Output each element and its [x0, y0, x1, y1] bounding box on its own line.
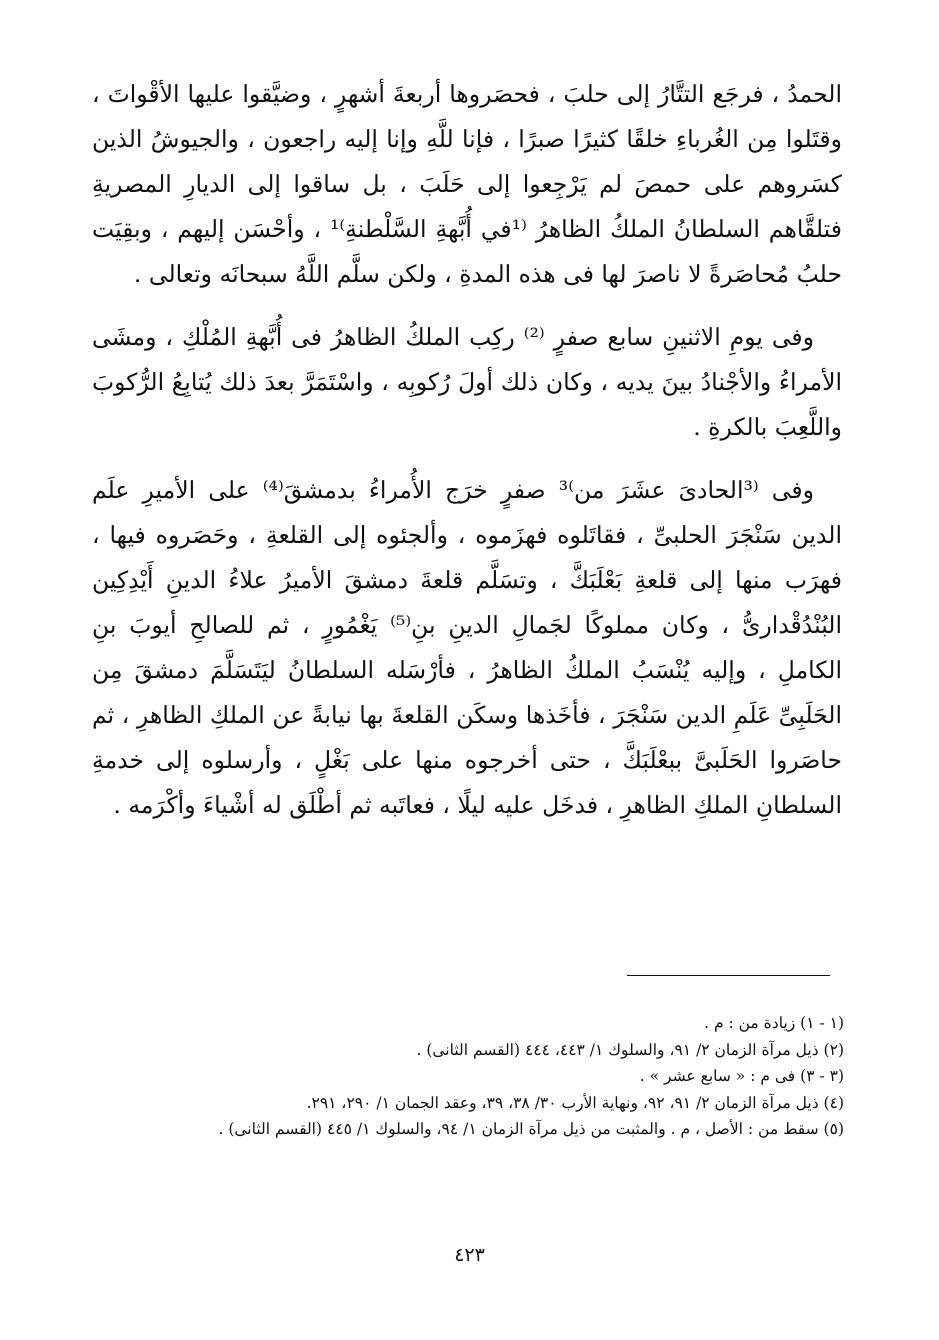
main-text: [92, 72, 842, 846]
paragraph-1: الحمدُ ، فرجَع التتَّارُ إلى حلبَ ، فحصَروها أربعةَ أشهرٍ ، وضيَّقوا عليها الأقْواتَ ، وقتَلوا مِن الغُرباءِ خلقًا كثيرًا صبرًا ، فإنا للَّهِ وإنا إليه راجعون ، والجيوشُ الذين كسَروهم على حمصَ لم يَرْجِعوا إلى حَلَبَ ، بل ساقوا إلى الديارِ المصريةِ فتلقَّاهم السلطانُ الملكُ الظاهرُ ⁽¹في أُبَّهةِ السَّلْطنةِ⁾¹ ، وأحْسَن إليهم ، وبقِيَت حلبُ مُحاصَرةً لا ناصرَ لها فى هذه المدةِ ، ولكن سلَّم اللَّهُ سبحانَه وتعالى .: [92, 80, 842, 288]
footnote-5: (٥) سقط من : الأصل ، م . والمثبت من ذيل مرآة الزمان ١/ ٩٤، والسلوك ١/ ٤٤٥ (القسم الثانى) .: [218, 1120, 844, 1138]
paragraph-3: وفى ⁽³الحادىَ عشَرَ من⁾³ صفرٍ خرَج الأُمراءُ بدمشقَ⁽⁴⁾ على الأميرِ علَم الدين سَنْجَرَ الحلبىِّ ، فقاتَلوه فهزَموه ، وألجئوه إلى القلعةِ ، وحَصَروه فيها ، فهرَب منها إلى قلعةِ بَعْلَبَكَّ ، وتسَلَّم قلعةَ دمشقَ الأميرُ علاءُ الدينِ أَيْدِكِين البُنْدُقْدارىُّ ، وكان مملوكًا لجَمالِ الدينِ بنِ⁽⁵⁾ يَغْمُورٍ ، ثم للصالحِ أيوبَ بنِ الكاملِ ، وإليه يُنْسَبُ الملكُ الظاهرُ ، فأرْسَله السلطانُ ليَتَسَلَّمَ دمشقَ مِن الحَلَبِىِّ عَلَمِ الدين سَنْجَرَ ، فأخَذها وسكَن القلعةَ بها نيابةً عن الملكِ الظاهرِ ، ثم حاصَروا الحَلَبىَّ ببعْلَبَكَّ ، حتى أخرجوه منها على بَغْلٍ ، وأرسلوه إلى خدمةِ السلطانِ الملكِ الظاهرِ ، فدخَل عليه ليلًا ، فعاتَبه ثم أطْلَق له أشْياءَ وأكْرَمه .: [92, 476, 842, 819]
footnote-4: (٤) ذيل مرآة الزمان ٢/ ٩١، ٩٢، ونهاية الأرب ٣٠/ ٣٨، ٣٩، وعقد الجمان ١/ ٢٩٠، ٢٩١.: [306, 1093, 844, 1112]
footnotes: [120, 1010, 844, 1143]
footnote-1: (١ - ١) زيادة من : م .: [704, 1014, 844, 1032]
footnote-2: (٢) ذيل مرآة الزمان ٢/ ٩١، والسلوك ١/ ٤٤٣، ٤٤٤ (القسم الثانى) .: [416, 1040, 844, 1059]
footnote-3: (٣ - ٣) فى م : « سابع عشر » .: [639, 1067, 844, 1085]
paragraph-2: وفى يومِ الاثنينِ سابع صفرٍ ⁽²⁾ ركِب الملكُ الظاهرُ فى أُبَّهةِ المُلْكِ ، ومشَى الأمراءُ والأجْنادُ بينَ يديه ، وكان ذلك أولَ رُكوبِه ، واسْتَمَرَّ بعدَ ذلك يُتابِعُ الرُّكوبَ واللَّعِبَ بالكرةِ .: [92, 323, 842, 441]
footnote-divider: [627, 975, 830, 976]
page-number: ٤٢٣: [454, 1244, 485, 1266]
